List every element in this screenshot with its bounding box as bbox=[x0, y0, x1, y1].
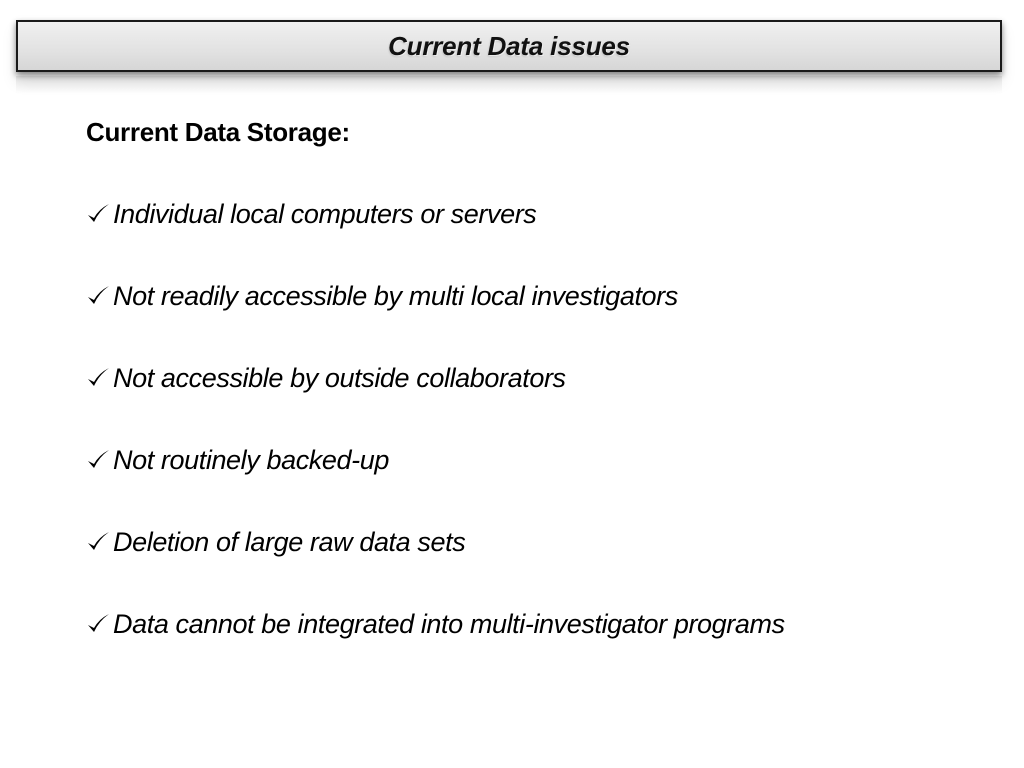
checklist bbox=[86, 196, 986, 642]
checklist-item-label: Deletion of large raw data sets bbox=[113, 526, 466, 557]
section-heading: Current Data Storage: bbox=[86, 117, 350, 147]
checkmark-icon bbox=[86, 202, 110, 226]
checkmark-icon bbox=[86, 530, 110, 554]
checkmark-icon bbox=[86, 366, 110, 390]
slide-content bbox=[86, 114, 986, 688]
title-bar bbox=[16, 20, 1002, 72]
checklist-item-label: Individual local computers or servers bbox=[113, 198, 537, 229]
checklist-item-label: Data cannot be integrated into multi-investigator programs bbox=[113, 608, 785, 639]
checklist-item bbox=[86, 196, 986, 232]
checkmark-icon bbox=[86, 284, 110, 308]
slide-title: Current Data issues bbox=[388, 30, 630, 61]
checklist-item bbox=[86, 606, 986, 642]
checklist-item bbox=[86, 360, 986, 396]
checkmark-icon bbox=[86, 612, 110, 636]
checklist-item-label: Not accessible by outside collaborators bbox=[113, 362, 566, 393]
checklist-item bbox=[86, 524, 986, 560]
checklist-item-label: Not routinely backed-up bbox=[113, 444, 389, 475]
checklist-item-label: Not readily accessible by multi local investigators bbox=[113, 280, 678, 311]
title-bar-reflection bbox=[16, 76, 1002, 94]
checklist-item bbox=[86, 442, 986, 478]
checklist-item bbox=[86, 278, 986, 314]
checkmark-icon bbox=[86, 448, 110, 472]
